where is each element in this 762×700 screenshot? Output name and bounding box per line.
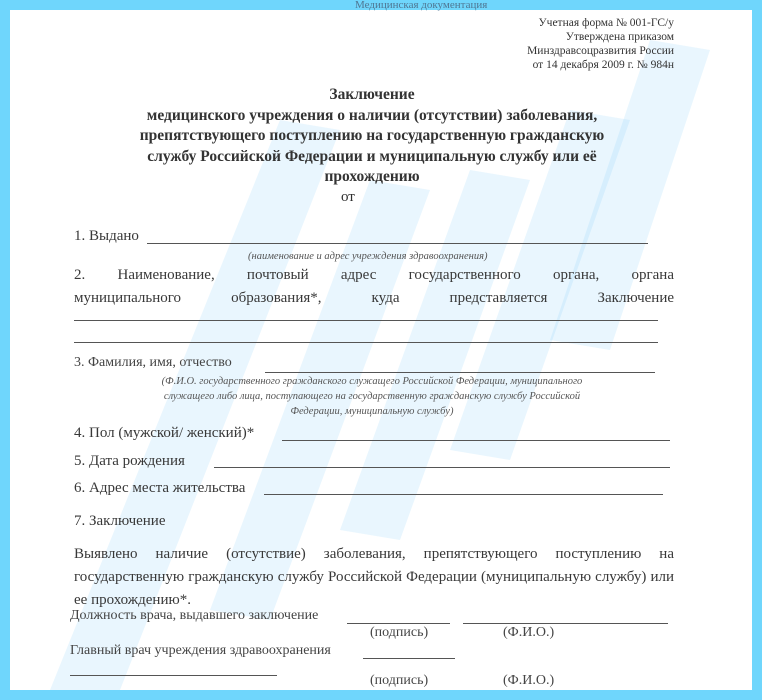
item2-field-1[interactable] xyxy=(74,320,658,321)
chief-label: Главный врач учреждения здравоохранения xyxy=(70,643,331,658)
item3-field[interactable] xyxy=(265,372,655,373)
item7-label: 7. Заключение xyxy=(74,513,166,529)
title-line: медицинского учреждения о наличии (отсутствии) заболевания, xyxy=(146,106,598,124)
chief-position-field[interactable] xyxy=(363,658,455,659)
item1-label: 1. Выдано xyxy=(74,228,139,244)
item1-caption: (наименование и адрес учреждения здравоохранения) xyxy=(248,251,488,262)
item3-label: 3. Фамилия, имя, отчество xyxy=(74,355,232,370)
meta-line: Учетная форма № 001-ГС/у xyxy=(538,17,674,29)
conclusion-text: Выявлено наличие (отсутствие) заболевания, препятствующего поступлению на государственную гражданскую службу Российской Федерации (муниципальную службу) или ее прохождению*. xyxy=(74,546,674,608)
title-line: Заключение xyxy=(329,86,415,103)
meta-line: от 14 декабря 2009 г. № 984н xyxy=(532,59,674,71)
item6-label: 6. Адрес места жительства xyxy=(74,480,246,496)
doctor-name-caption: (Ф.И.О.) xyxy=(503,625,555,640)
meta-line: Утверждена приказом xyxy=(565,31,674,43)
meta-line: Минздравсоцразвития России xyxy=(527,45,674,57)
doctor-signature-field[interactable] xyxy=(347,623,450,624)
faded-header: Медицинская документация xyxy=(355,0,488,11)
chief-name-caption: (Ф.И.О.) xyxy=(503,673,555,688)
item4-label: 4. Пол (мужской/ женский)* xyxy=(74,425,255,441)
item4-field[interactable] xyxy=(282,440,670,441)
item2-field-2[interactable] xyxy=(74,342,658,343)
caption-line: (Ф.И.О. государственного гражданского служащего Российской Федерации, муниципального xyxy=(161,376,583,387)
item3-caption xyxy=(10,374,734,419)
caption-line: Федерации, муниципальную службу) xyxy=(290,406,454,417)
item5-label: 5. Дата рождения xyxy=(74,453,185,469)
title-line: препятствующего поступлению на государственную гражданскую xyxy=(139,127,605,144)
chief-signature-field[interactable] xyxy=(70,675,277,676)
item1-field[interactable] xyxy=(147,243,648,244)
document-title xyxy=(10,85,734,188)
doctor-label: Должность врача, выдавшего заключение xyxy=(70,608,319,623)
title-line: службу Российской Федерации и муниципальную службу или её xyxy=(147,147,597,165)
form-meta xyxy=(527,16,674,72)
from-label: от xyxy=(341,189,355,205)
doctor-name-field[interactable] xyxy=(463,623,668,624)
item2-line2: муниципального образования*, куда представляется Заключение xyxy=(74,290,674,306)
item5-field[interactable] xyxy=(214,467,670,468)
document-page xyxy=(10,10,752,690)
doctor-signature-caption: (подпись) xyxy=(370,625,429,640)
title-line: прохождению xyxy=(324,168,420,185)
chief-signature-caption: (подпись) xyxy=(370,673,429,688)
caption-line: служащего либо лица, поступающего на государственную гражданскую службу Российской xyxy=(163,391,581,402)
item2-line1: 2. Наименование, почтовый адрес государственного органа, органа xyxy=(74,267,674,283)
item6-field[interactable] xyxy=(264,494,663,495)
